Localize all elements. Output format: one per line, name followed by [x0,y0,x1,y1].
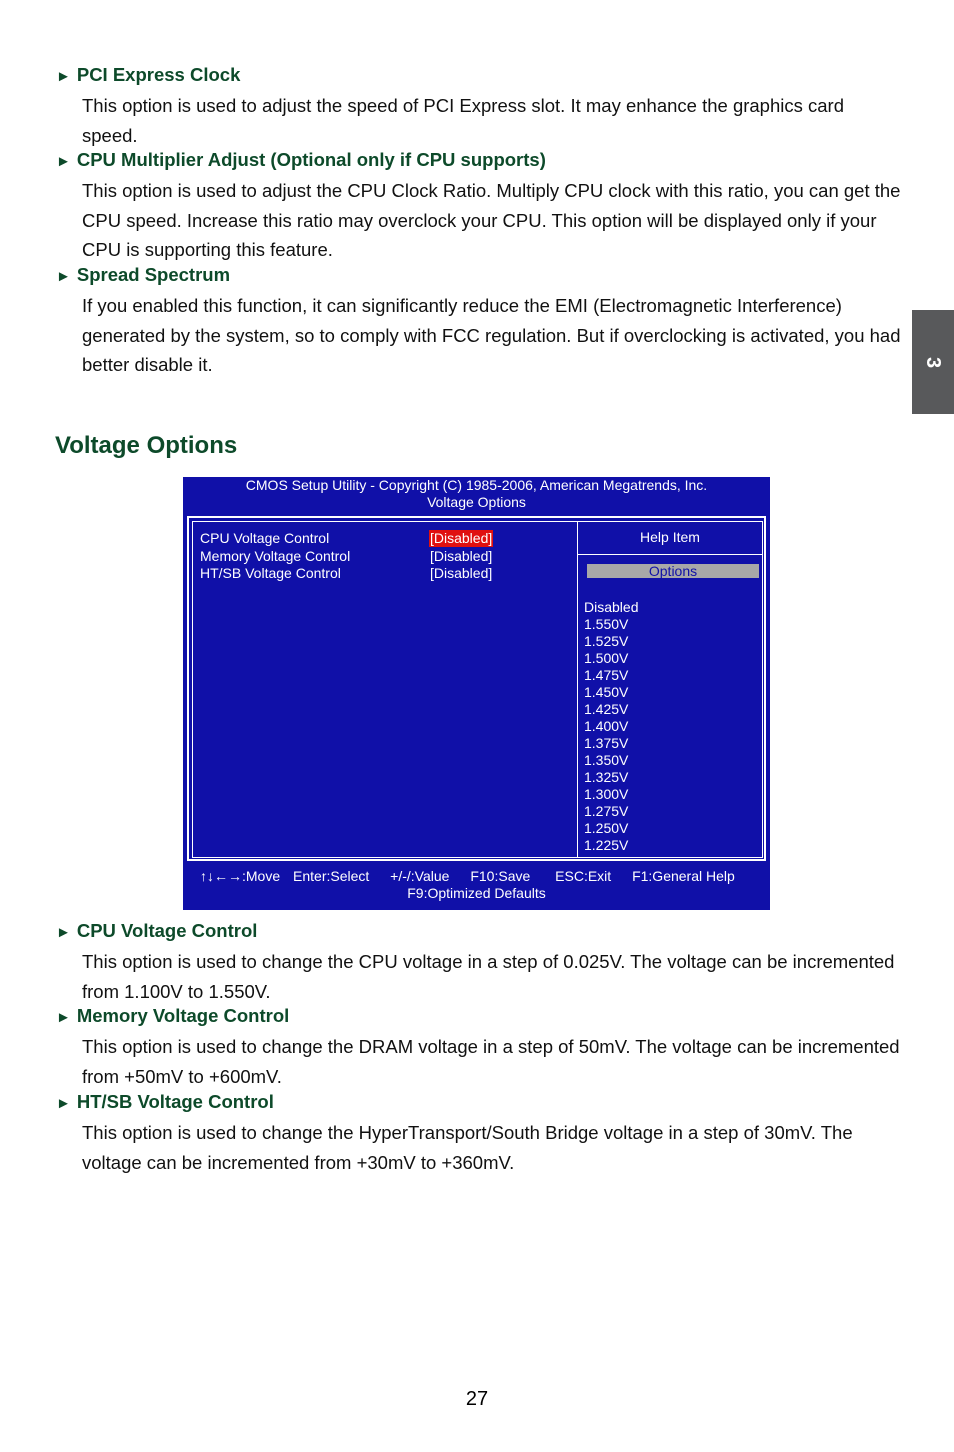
page-heading: Voltage Options [55,432,238,459]
option-item[interactable]: Disabled [584,599,639,615]
bios-header-page: Voltage Options [427,494,526,510]
key-save: F10:Save [470,868,531,884]
bullet-arrow-icon: ► [56,1009,71,1026]
section-title-cpu-multiplier: ► CPU Multiplier Adjust (Optional only if CPU supports) [56,149,546,170]
option-item[interactable]: 1.300V [584,786,629,802]
option-item[interactable]: 1.400V [584,718,629,734]
bullet-arrow-icon: ► [56,924,71,941]
bullet-arrow-icon: ► [56,153,71,170]
setting-value[interactable]: [Disabled] [430,565,493,581]
setting-value[interactable]: [Disabled] [430,548,493,564]
option-item[interactable]: 1.475V [584,667,629,683]
key-defaults: F9:Optimized Defaults [407,885,546,901]
option-item[interactable]: 1.525V [584,633,629,649]
section-title-htsb-voltage: ► HT/SB Voltage Control [56,1091,274,1112]
options-list [584,599,638,854]
section-title-spread-spectrum: ► Spread Spectrum [56,264,231,285]
bullet-arrow-icon: ► [56,268,71,285]
section-body-cpu-voltage: This option is used to change the CPU voltage in a step of 0.025V. The voltage can be incremented from 1.100V to 1.550V. [82,951,895,1002]
section-body-pci-express-clock: This option is used to adjust the speed of PCI Express slot. It may enhance the graphics card speed. [82,95,844,146]
setting-name: Memory Voltage Control [200,548,351,564]
bullet-arrow-icon: ► [56,68,71,85]
section-title-pci-express-clock: ► PCI Express Clock [56,64,241,85]
options-bar: Options [587,564,759,578]
setting-name: CPU Voltage Control [200,530,330,546]
option-item[interactable]: 1.325V [584,769,629,785]
option-item[interactable]: 1.550V [584,616,629,632]
key-help: F1:General Help [632,868,735,884]
bios-frame [187,516,766,861]
section-title-cpu-voltage: ► CPU Voltage Control [56,920,258,941]
bios-divider [577,522,578,857]
bios-panel [192,521,763,858]
section-body-spread-spectrum: If you enabled this function, it can significantly reduce the EMI (Electromagnetic Interference) generated by the system, so to comply with FCC regulation. But if overclocking is activated, you had better disable it. [82,295,901,375]
key-move: ↑↓←→:Move [200,868,281,884]
key-exit: ESC:Exit [555,868,612,884]
section-title-memory-voltage: ► Memory Voltage Control [56,1005,290,1026]
setting-value-selected[interactable]: [Disabled] [430,530,493,546]
option-item[interactable]: 1.375V [584,735,629,751]
footer-keys [200,868,735,885]
bios-screen [183,477,770,910]
bullet-arrow-icon: ► [56,1095,71,1112]
chapter-number: 3 [922,356,945,368]
section-body-htsb-voltage: This option is used to change the HyperTransport/South Bridge voltage in a step of 30mV. The voltage can be incremented from +30mV to +360mV. [82,1122,853,1173]
option-item[interactable]: 1.250V [584,820,629,836]
option-item[interactable]: 1.350V [584,752,629,768]
setting-name: HT/SB Voltage Control [200,565,341,581]
bios-header [183,477,770,511]
option-item[interactable]: 1.225V [584,837,629,853]
option-item[interactable]: 1.425V [584,701,629,717]
key-value: +/-/:Value [390,868,450,884]
key-select: Enter:Select [293,868,370,884]
option-item[interactable]: 1.500V [584,650,629,666]
section-body-memory-voltage: This option is used to change the DRAM voltage in a step of 50mV. The voltage can be incremented from +50mV to +600mV. [82,1036,900,1087]
section-body-cpu-multiplier: This option is used to adjust the CPU Clock Ratio. Multiply CPU clock with this ratio, you can get the CPU speed. Increase this ratio may overclock your CPU. This option will be displayed only if your CPU is supporting this feature. [82,180,901,260]
page-number: 27 [465,1388,489,1410]
help-item-title: Help Item [640,529,700,545]
help-separator [578,554,762,555]
bios-header-copyright: CMOS Setup Utility - Copyright (C) 1985-2006, American Megatrends, Inc. [245,477,708,493]
chapter-tab [912,310,954,414]
option-item[interactable]: 1.275V [584,803,629,819]
option-item[interactable]: 1.450V [584,684,629,700]
